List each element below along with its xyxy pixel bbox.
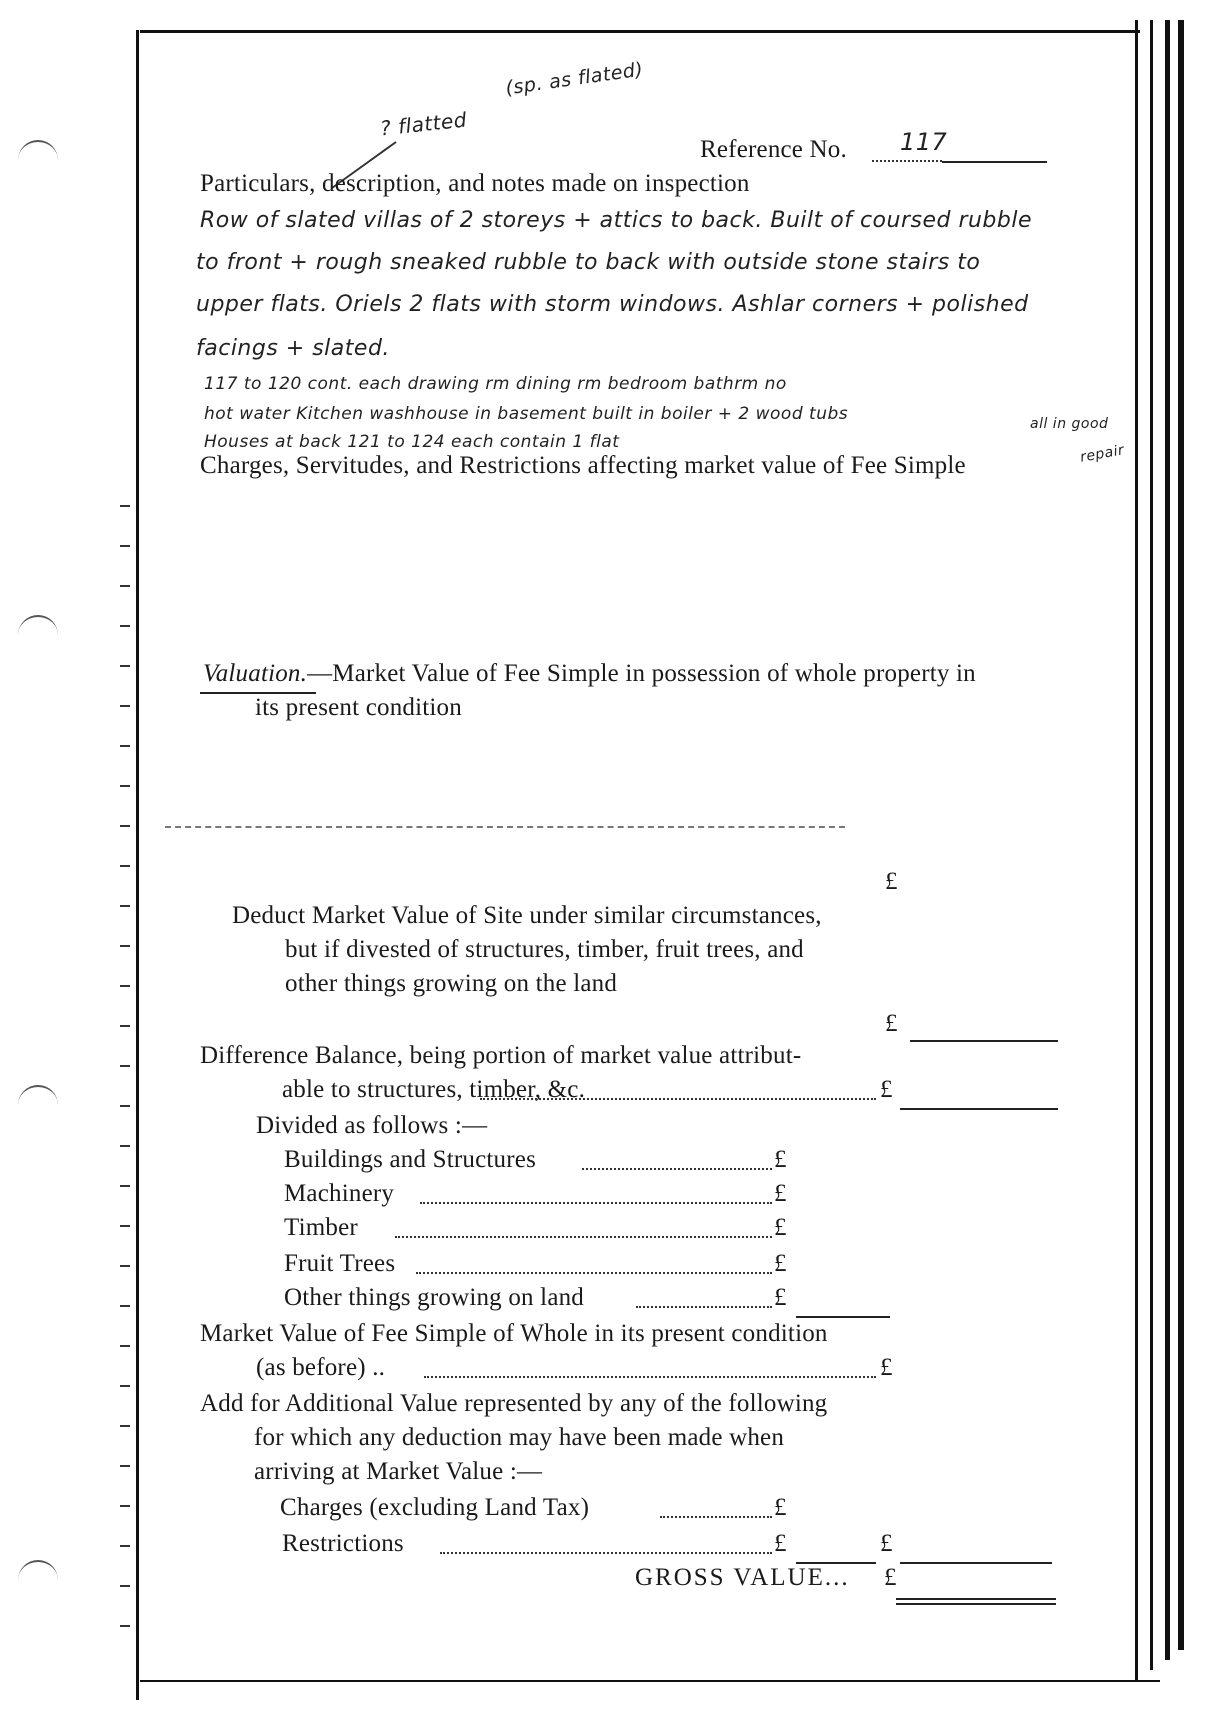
page-top-border: [140, 30, 1140, 33]
particulars-note-line: facings + slated.: [196, 336, 390, 361]
leader-dots: [395, 1236, 772, 1238]
margin-tick: [120, 1465, 130, 1467]
item-buildings: Buildings and Structures: [284, 1146, 537, 1173]
margin-tick: [120, 625, 130, 627]
margin-tick: [120, 505, 130, 507]
particulars-note-line: to front + rough sneaked rubble to back with outside stone stairs to: [196, 250, 981, 275]
amount-line: [900, 1562, 1052, 1564]
gross-value-double-line: [896, 1603, 1056, 1605]
item-timber: Timber: [284, 1214, 358, 1241]
leader-dots: [660, 1516, 772, 1518]
add-line: arriving at Market Value :—: [254, 1458, 543, 1485]
market-line: Market Value of Fee Simple of Whole in its present condition: [200, 1320, 828, 1347]
leader-dots: [440, 1552, 772, 1554]
leader-dots: [636, 1306, 772, 1308]
margin-tick: [120, 1105, 130, 1107]
divided-label: Divided as follows :—: [256, 1112, 488, 1139]
leader-dots: [424, 1376, 876, 1378]
pound-symbol: £: [880, 1076, 893, 1103]
deduct-line: Deduct Market Value of Site under similar circumstances,: [232, 902, 822, 929]
valuation-label-italic: Valuation.: [203, 660, 308, 687]
margin-tick: [120, 985, 130, 987]
margin-tick: [120, 1065, 130, 1067]
punch-hole-mark: [18, 1560, 58, 1584]
margin-tick: [120, 1185, 130, 1187]
amount-line: [910, 1040, 1058, 1042]
margin-tick: [120, 1505, 130, 1507]
market-line: (as before) ..: [256, 1354, 386, 1381]
valuation-label-rest: —Market Value of Fee Simple in possession of whole property in: [307, 660, 976, 687]
reference-dots: [872, 160, 942, 162]
gross-value-label: GROSS VALUE...: [635, 1564, 850, 1591]
pound-symbol: £: [774, 1530, 787, 1557]
margin-tick: [120, 1385, 130, 1387]
item-fruit-trees: Fruit Trees: [284, 1250, 396, 1277]
particulars-note-line: Row of slated villas of 2 storeys + attics to back. Built of coursed rubble: [200, 208, 1033, 233]
margin-tick: [120, 1545, 130, 1547]
page-right-border: [1135, 20, 1138, 1680]
reference-underline: [942, 161, 1047, 163]
margin-tick: [120, 1305, 130, 1307]
particulars-note-line: 117 to 120 cont. each drawing rm dining rm bedroom bathrm no: [204, 374, 787, 394]
margin-tick: [120, 1345, 130, 1347]
gross-value-line: [896, 1598, 1056, 1600]
margin-tick: [120, 785, 130, 787]
page-left-border: [136, 30, 145, 1700]
handwritten-insert: ? flatted: [378, 107, 469, 141]
margin-tick: [120, 705, 130, 707]
valuation-label-line2: its present condition: [255, 694, 462, 721]
particulars-note-line: hot water Kitchen washhouse in basement built in boiler + 2 wood tubs: [204, 404, 849, 424]
reference-value: 117: [900, 128, 948, 156]
margin-tick: [120, 1625, 130, 1627]
margin-note: repair: [1078, 442, 1126, 466]
particulars-label: Particulars, description, and notes made on inspection: [200, 170, 750, 197]
particulars-note-line: upper flats. Oriels 2 flats with storm windows. Ashlar corners + polished: [196, 292, 1029, 317]
margin-tick: [120, 1225, 130, 1227]
page-right-border-3: [1165, 20, 1170, 1660]
margin-tick: [120, 1585, 130, 1587]
item-machinery: Machinery: [284, 1180, 395, 1207]
charges-label: Charges, Servitudes, and Restrictions affecting market value of Fee Simple: [200, 452, 966, 479]
particulars-note-line: Houses at back 121 to 124 each contain 1 flat: [204, 432, 620, 452]
amount-line: [900, 1108, 1058, 1110]
leader-dots: [416, 1272, 772, 1274]
margin-tick: [120, 1145, 130, 1147]
page-bottom-border: [140, 1680, 1160, 1682]
add-item-restrictions: Restrictions: [282, 1530, 404, 1557]
margin-tick: [120, 945, 130, 947]
pound-symbol: £: [774, 1214, 787, 1241]
pound-symbol: £: [884, 1564, 897, 1591]
item-other-things: Other things growing on land: [284, 1284, 585, 1311]
add-item-charges: Charges (excluding Land Tax): [280, 1494, 590, 1521]
margin-tick: [120, 1265, 130, 1267]
margin-tick: [120, 545, 130, 547]
handwritten-top-note: (sp. as flated): [504, 58, 645, 100]
margin-tick: [120, 745, 130, 747]
leader-dots: [420, 1202, 772, 1204]
pound-symbol: £: [774, 1180, 787, 1207]
page-right-border-2: [1150, 20, 1153, 1670]
add-line: Add for Additional Value represented by any of the following: [200, 1390, 828, 1417]
margin-note: all in good: [1030, 416, 1109, 432]
deduct-line: other things growing on the land: [285, 970, 618, 997]
faint-divider: [165, 826, 845, 828]
pound-symbol: £: [880, 1530, 893, 1557]
pound-symbol: £: [885, 1010, 898, 1037]
reference-label: Reference No.: [700, 136, 847, 163]
deduct-line: but if divested of structures, timber, fruit trees, and: [285, 936, 804, 963]
add-line: for which any deduction may have been made when: [254, 1424, 785, 1451]
punch-hole-mark: [18, 140, 58, 164]
pound-symbol: £: [774, 1146, 787, 1173]
margin-tick: [120, 1025, 130, 1027]
valuation-label: [203, 660, 976, 688]
margin-tick: [120, 665, 130, 667]
subtotal-line: [796, 1316, 890, 1318]
pound-symbol: £: [885, 868, 898, 895]
margin-tick: [120, 585, 130, 587]
margin-tick: [120, 825, 130, 827]
pound-symbol: £: [774, 1494, 787, 1521]
pound-symbol: £: [774, 1250, 787, 1277]
leader-dots: [582, 1168, 772, 1170]
difference-line: able to structures, timber, &c.: [282, 1076, 586, 1103]
margin-tick: [120, 905, 130, 907]
margin-tick: [120, 865, 130, 867]
margin-tick: [120, 1425, 130, 1427]
leader-dots: [480, 1098, 876, 1100]
difference-line: Difference Balance, being portion of market value attribut-: [200, 1042, 802, 1069]
page-right-border-4: [1178, 20, 1184, 1650]
pound-symbol: £: [880, 1354, 893, 1381]
punch-hole-mark: [18, 615, 58, 639]
pound-symbol: £: [774, 1284, 787, 1311]
punch-hole-mark: [18, 1085, 58, 1109]
